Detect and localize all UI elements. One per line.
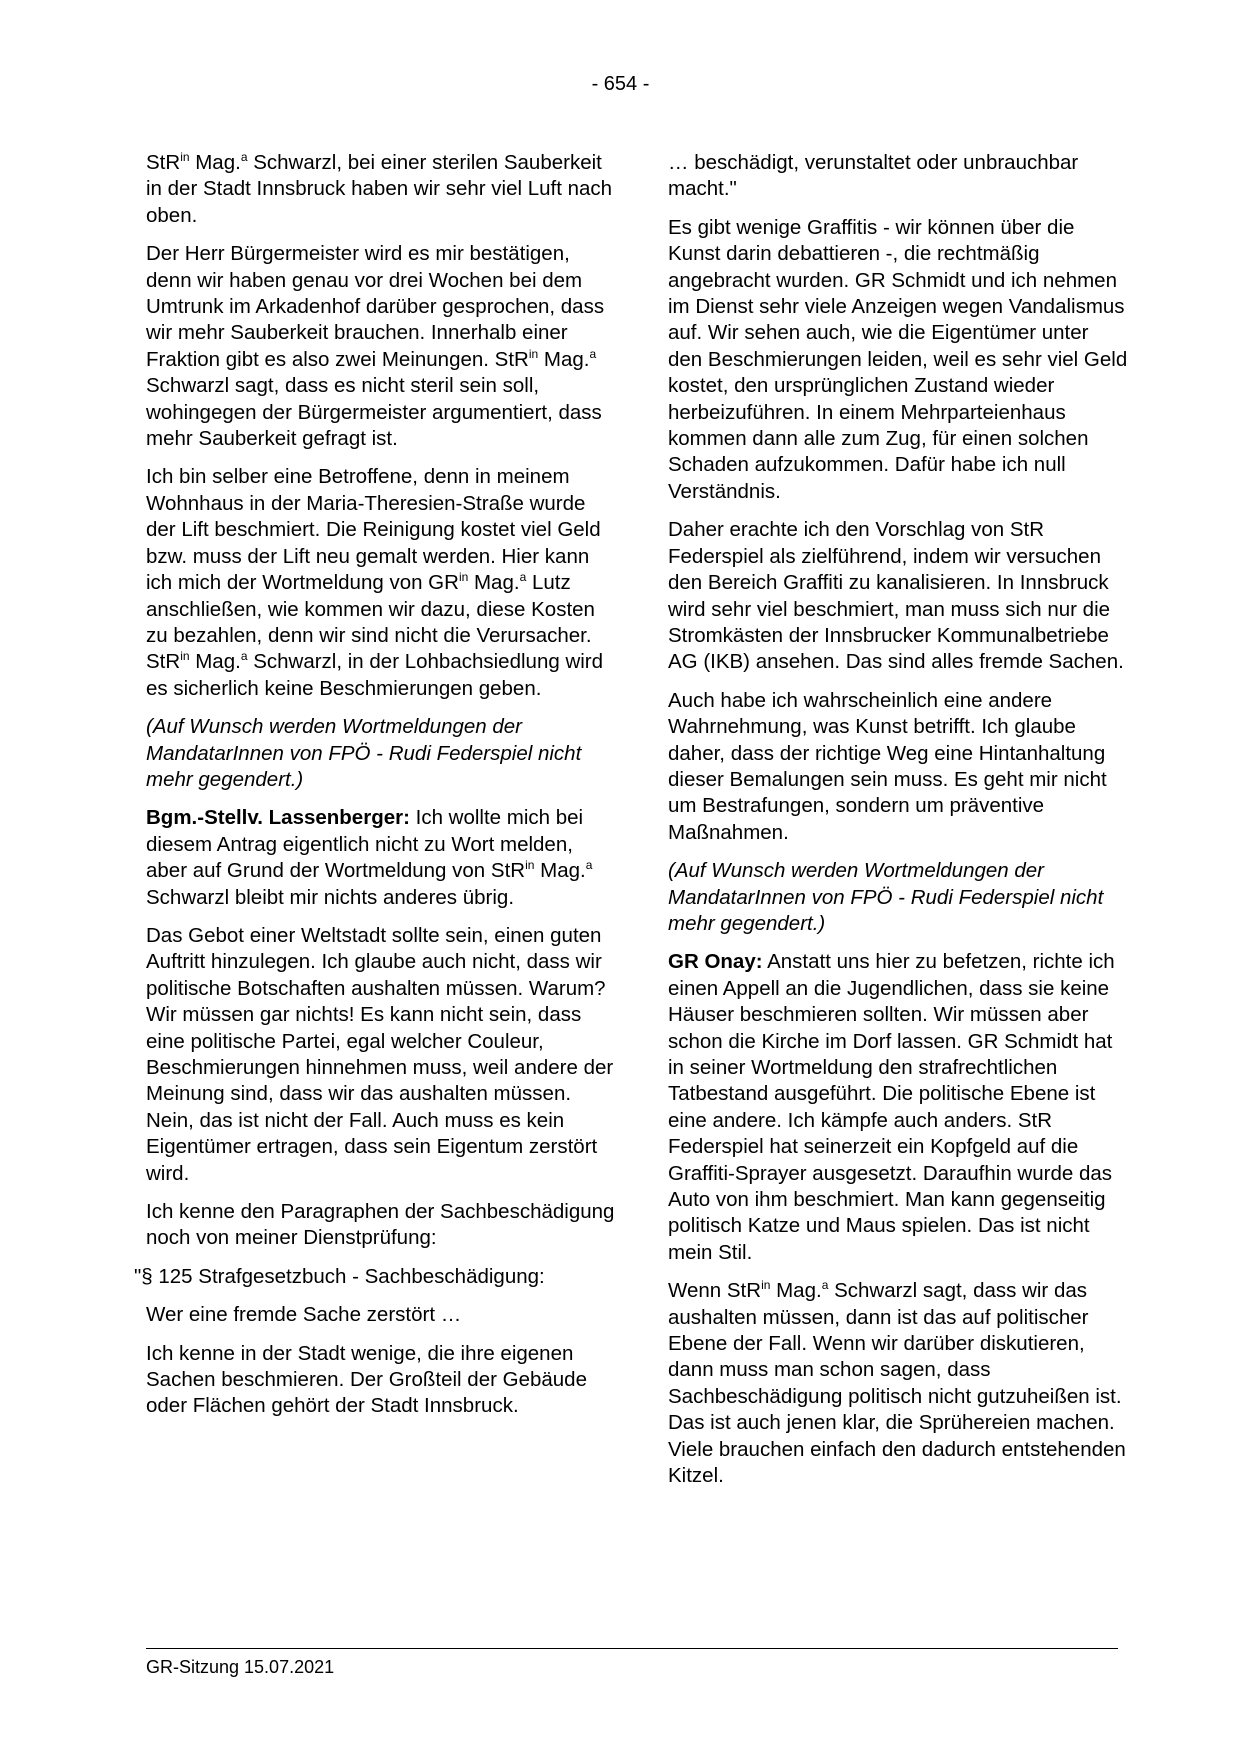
paragraph: Ich kenne den Paragraphen der Sachbeschädigung noch von meiner Dienstprüfung: (146, 1200, 615, 1250)
footer-divider (146, 1648, 1118, 1649)
paragraph: Auch habe ich wahrscheinlich eine andere Wahrnehmung, was Kunst betrifft. Ich glaube daher, dass der richtige Weg eine Hintanhaltung dieser Bemalungen sein muss. Es geht mir nicht um Bestrafungen, sondern um präventive Maßnahmen. (668, 688, 1107, 844)
footer-session-date: GR-Sitzung 15.07.2021 (146, 1657, 335, 1677)
paragraph: Der Herr Bürgermeister wird es mir bestätigen, denn wir haben genau vor drei Wochen bei dem Umtrunk im Arkadenhof darüber gesprochen, dass wir mehr Sauberkeit brauchen. Innerhalb einer Fraktion gibt es also zwei Meinungen. StR$^{in}$ Mag.$^a$ Schwarzl sagt, dass es nicht steril sein soll, wohingegen der Bürgermeister argumentiert, dass mehr Sauberkeit gefragt ist. (146, 242, 605, 451)
editorial-note: (Auf Wunsch werden Wortmeldungen der MandatarInnen von FPÖ - Rudi Federspiel nicht mehr gegendert.) (146, 715, 582, 791)
left-column (134, 150, 616, 1432)
page-number: - 654 - (591, 73, 650, 95)
paragraph: Ich kenne in der Stadt wenige, die ihre eigenen Sachen beschmieren. Der Großteil der Gebäude oder Flächen gehört der Stadt Innsbruck. (146, 1341, 587, 1418)
paragraph: Wenn StR$^{in}$ Mag.$^a$ Schwarzl sagt, dass wir das aushalten müssen, dann ist das auf politischer Ebene der Fall. Wenn wir darüber diskutieren, dann muss man schon sagen, dass Sachbeschädigung politisch nicht gutzuheißen ist. Das ist auch jenen klar, die Sprühereien machen. Viele brauchen einfach den dadurch entstehenden Kitzel. (668, 1278, 1126, 1488)
law-quote-text: Wer eine fremde Sache zerstört … (146, 1303, 462, 1327)
speaker-paragraph: GR Onay: Anstatt uns hier zu befetzen, richte ich einen Appell an die Jugendlichen, dass sie keine Häuser beschmieren sollten. Wir müssen aber schon die Kirche im Dorf lassen. GR Schmidt hat in seiner Wortmeldung den strafrechtlichen Tatbestand ausgeführt. Die politische Ebene ist eine andere. Ich kämpfe auch anders. StR Federspiel hat seinerzeit ein Kopfgeld auf die Graffiti-Sprayer ausgesetzt. Daraufhin wurde das Auto von ihm beschmiert. Man kann gegenseitig politisch Katze und Maus spielen. Das ist nicht mein Stil. (668, 950, 1115, 1264)
law-quote-text: … beschädigt, verunstaltet oder unbrauchbar macht." (668, 151, 1079, 201)
paragraph: StR$^{in}$ Mag.$^a$ Schwarzl, bei einer sterilen Sauberkeit in der Stadt Innsbruck haben wir sehr viel Luft nach oben. (146, 150, 613, 227)
speaker-paragraph: Bgm.-Stellv. Lassenberger: Ich wollte mich bei diesem Antrag eigentlich nicht zu Wort melden, aber auf Grund der Wortmeldung von StR$^{in}$ Mag.$^a$ Schwarzl bleibt mir nichts anderes übrig. (146, 806, 593, 909)
editorial-note: (Auf Wunsch werden Wortmeldungen der MandatarInnen von FPÖ - Rudi Federspiel nicht mehr gegendert.) (668, 859, 1104, 935)
law-quote-title: "§ 125 Strafgesetzbuch - Sachbeschädigung: (134, 1264, 545, 1288)
paragraph: Es gibt wenige Graffitis - wir können über die Kunst darin debattieren -, die rechtmäßig angebracht wurden. GR Schmidt und ich nehmen im Dienst sehr viele Anzeigen wegen Vandalismus auf. Wir sehen auch, wie die Eigentümer unter den Beschmierungen leiden, weil es sehr viel Geld kostet, den ursprünglichen Zustand wieder herbeizuführen. In einem Mehrparteienhaus kommen dann alle zum Zug, für einen solchen Schaden aufzukommen. Dafür habe ich null Verständnis. (668, 215, 1128, 503)
right-column (668, 150, 1128, 1502)
speaker-name: GR Onay: (668, 950, 763, 974)
paragraph: Das Gebot einer Weltstadt sollte sein, einen guten Auftritt hinzulegen. Ich glaube auch nicht, dass wir politische Botschaften aushalten müssen. Warum? Wir müssen gar nichts! Es kann nicht sein, dass eine politische Partei, egal welcher Couleur, Beschmierungen hinnehmen muss, weil andere der Meinung sind, dass wir das aushalten müssen. Nein, das ist nicht der Fall. Auch muss es kein Eigentümer ertragen, dass sein Eigentum zerstört wird. (146, 923, 614, 1185)
paragraph: Daher erachte ich den Vorschlag von StR Federspiel als zielführend, indem wir versuchen den Bereich Graffiti zu kanalisieren. In Innsbruck wird sehr viel beschmiert, man muss sich nur die Stromkästen der Innsbrucker Kommunalbetriebe AG (IKB) ansehen. Das sind alles fremde Sachen. (668, 518, 1124, 674)
paragraph: Ich bin selber eine Betroffene, denn in meinem Wohnhaus in der Maria-Theresien-Straße wurde der Lift beschmiert. Die Reinigung kostet viel Geld bzw. muss der Lift neu gemalt werden. Hier kann ich mich der Wortmeldung von $GR^{in}$ Mag.$^a$ Lutz anschließen, wie kommen wir dazu, diese Kosten zu bezahlen, denn wir sind nicht die Verursacher. StR$^{in}$ Mag.$^a$ Schwarzl, in der Lohbachsiedlung wird es sicherlich keine Beschmierungen geben. (146, 465, 604, 700)
speaker-name: Bgm.-Stellv. Lassenberger: (146, 806, 410, 830)
